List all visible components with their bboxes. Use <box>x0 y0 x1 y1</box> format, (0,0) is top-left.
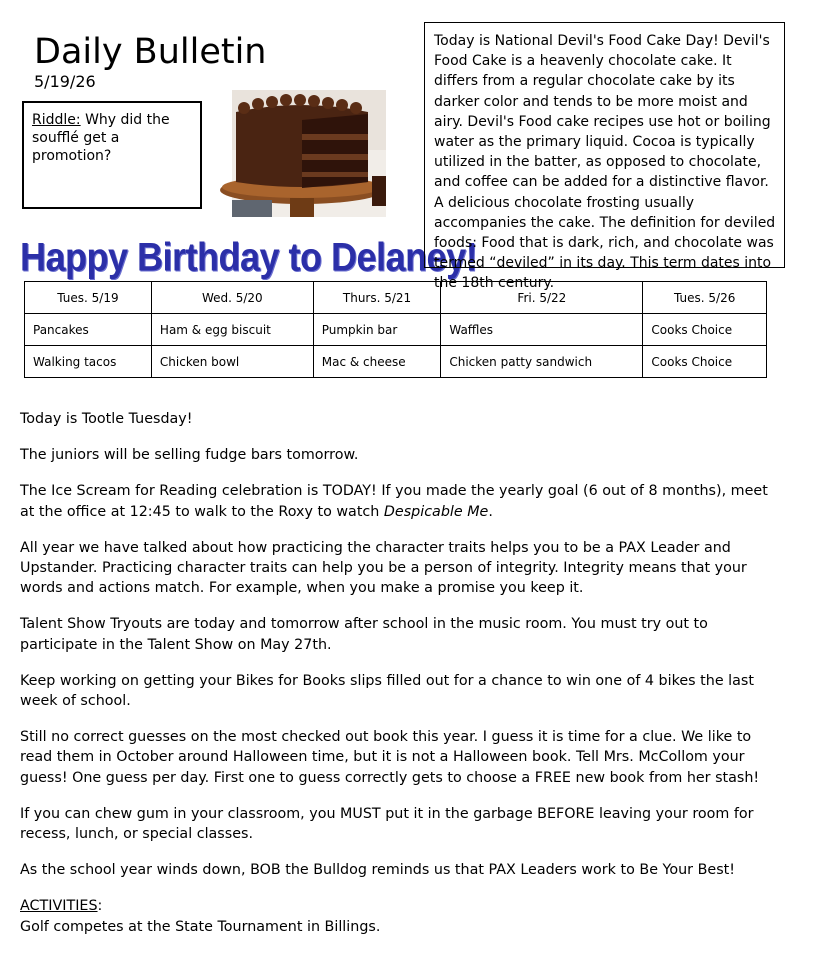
menu-item: Pancakes <box>25 314 152 346</box>
cake-image <box>232 90 386 217</box>
menu-day: Tues. 5/19 <box>25 282 152 314</box>
menu-item: Chicken patty sandwich <box>441 346 643 378</box>
menu-day: Thurs. 5/21 <box>313 282 441 314</box>
menu-item: Cooks Choice <box>643 346 767 378</box>
riddle-text: Why did the soufflé get a promotion? <box>32 112 170 164</box>
menu-item: Cooks Choice <box>643 314 767 346</box>
riddle-label: Riddle: <box>32 112 81 128</box>
activities-colon: : <box>97 898 103 915</box>
birthday-banner: Happy Birthday to Delaney! <box>20 234 478 280</box>
menu-day: Tues. 5/26 <box>643 282 767 314</box>
lunch-menu-table <box>24 281 767 378</box>
menu-item: Waffles <box>441 314 643 346</box>
national-day-fact-box: Today is National Devil's Food Cake Day! Devil's Food Cake is a heavenly chocolate cake. It differs from a regular chocolate cake by its darker color and tends to be more moist and airy. Devil's Food cake recipes use hot or boiling water as the primary liquid. Cocoa is typically utilized in the batter, as opposed to chocolate, and coffee can be added for a distinctive flavor. A delicious chocolate frosting usually accompanies the cake. The definition for deviled foods: Food that is dark, rich, and chocolate was termed “deviled” in its day. This term dates into the 18th century. <box>424 22 785 268</box>
activities-heading: ACTIVITIES <box>20 898 98 915</box>
bulletin-title: Daily Bulletin <box>34 32 267 72</box>
menu-header-row <box>25 282 767 314</box>
bulletin-date: 5/19/26 <box>34 72 96 91</box>
announcement: Talent Show Tryouts are today and tomorrow after school in the music room. You must try out to participate in the Talent Show on May 27th. <box>20 616 708 653</box>
menu-item: Pumpkin bar <box>313 314 441 346</box>
announcement: Today is Tootle Tuesday! <box>20 411 193 427</box>
menu-item: Mac & cheese <box>313 346 441 378</box>
menu-item: Walking tacos <box>25 346 152 378</box>
menu-day: Fri. 5/22 <box>441 282 643 314</box>
activities-text: Golf competes at the State Tournament in Billings. <box>20 918 381 935</box>
announcement-text: . <box>488 503 493 520</box>
announcement: Keep working on getting your Bikes for Books slips filled out for a chance to win one of 4 bikes the last week of school. <box>20 672 754 710</box>
announcement: Still no correct guesses on the most checked out book this year. I guess it is time for a clue. We like to read them in October around Halloween time, but it is not a Halloween book. Tell Mrs. McCollom your guess! One guess per day. First one to guess correctly gets to choose a FREE new book from her stash! <box>20 729 760 786</box>
menu-item: Chicken bowl <box>151 346 313 378</box>
riddle-box <box>22 101 202 209</box>
announcement-text: The Ice Scream for Reading celebration is TODAY! If you made the yearly goal (6 out of 8 months), meet at the office at 12:45 to walk to the Roxy to watch <box>20 483 768 520</box>
menu-day: Wed. 5/20 <box>151 282 313 314</box>
announcement: If you can chew gum in your classroom, you MUST put it in the garbage BEFORE leaving your room for recess, lunch, or special classes. <box>20 805 754 843</box>
announcements <box>20 409 780 937</box>
menu-row <box>25 346 767 378</box>
announcement-ice-scream <box>20 481 780 521</box>
announcement: All year we have talked about how practicing the character traits helps you to be a PAX Leader and Upstander. Practicing character traits can help you be a person of integrity. Integrity means that your words and actions match. For example, when you make a promise you keep it. <box>20 539 747 597</box>
movie-title: Despicable Me <box>383 503 489 520</box>
menu-row <box>25 314 767 346</box>
announcement: As the school year winds down, BOB the Bulldog reminds us that PAX Leaders work to Be Your Best! <box>20 862 735 879</box>
menu-item: Ham & egg biscuit <box>151 314 313 346</box>
announcement: The juniors will be selling fudge bars tomorrow. <box>20 447 359 464</box>
activities-section <box>20 896 780 936</box>
